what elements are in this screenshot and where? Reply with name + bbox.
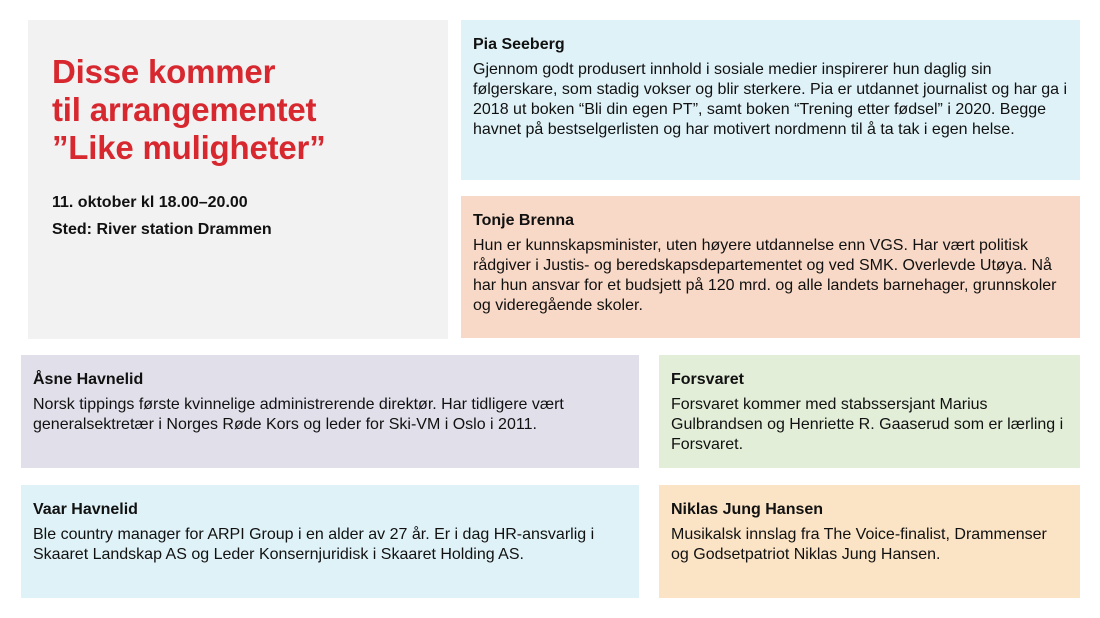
speaker-name: Niklas Jung Hansen	[671, 501, 824, 518]
event-intro-panel	[28, 20, 448, 339]
event-title	[52, 53, 426, 167]
speaker-description: Hun er kunnskapsminister, uten høyere utdannelse enn VGS. Har vært politisk rådgiver i Justis- og beredskapsdepartementet og ved SMK. Overlevde Utøya. Nå har hun ansvar for et budsjett på 120 mrd. og alle landets barnehager, grunnskoler og videregående skoler.	[473, 237, 1057, 314]
speaker-name: Forsvaret	[671, 371, 744, 388]
event-place: Sted: River station Drammen	[52, 221, 272, 238]
speaker-name: Tonje Brenna	[473, 212, 575, 229]
speaker-name: Pia Seeberg	[473, 36, 565, 53]
event-date: 11. oktober kl 18.00–20.00	[52, 194, 248, 211]
speaker-card-pia-seeberg	[461, 20, 1080, 180]
speaker-card-asne-havnelid	[21, 355, 639, 468]
speaker-description: Ble country manager for ARPI Group i en alder av 27 år. Er i dag HR-ansvarlig i Skaaret Landskap AS og Leder Konsernjuridisk i Skaaret Holding AS.	[33, 526, 595, 563]
speaker-card-niklas-jung-hansen	[659, 485, 1080, 598]
event-title-line-3: ”Like muligheter”	[52, 129, 326, 166]
speaker-description: Forsvaret kommer med stabssersjant Marius Gulbrandsen og Henriette R. Gaaserud som er lærling i Forsvaret.	[671, 396, 1064, 453]
speaker-name: Vaar Havnelid	[33, 501, 138, 518]
speaker-name: Åsne Havnelid	[33, 371, 144, 388]
speaker-card-tonje-brenna	[461, 196, 1080, 338]
speaker-description: Musikalsk innslag fra The Voice-finalist, Drammenser og Godsetpatriot Niklas Jung Hansen.	[671, 526, 1047, 563]
speaker-card-forsvaret	[659, 355, 1080, 468]
speaker-description: Norsk tippings første kvinnelige administrerende direktør. Har tidligere vært generalsektretær i Norges Røde Kors og leder for Ski-VM i Oslo i 2011.	[33, 396, 564, 433]
event-details	[52, 189, 426, 243]
event-title-line-1: Disse kommer	[52, 53, 276, 90]
speaker-card-vaar-havnelid	[21, 485, 639, 598]
event-title-line-2: til arrangementet	[52, 91, 317, 128]
speaker-description: Gjennom godt produsert innhold i sosiale medier inspirerer hun daglig sin følgerskare, som stadig vokser og blir sterkere. Pia er utdannet journalist og har ga i 2018 ut boken “Bli din egen PT”, samt boken “Trening etter fødsel” i 2020. Begge havnet på bestselgerlisten og har motivert nordmenn til å ta tak i egen helse.	[473, 61, 1068, 138]
